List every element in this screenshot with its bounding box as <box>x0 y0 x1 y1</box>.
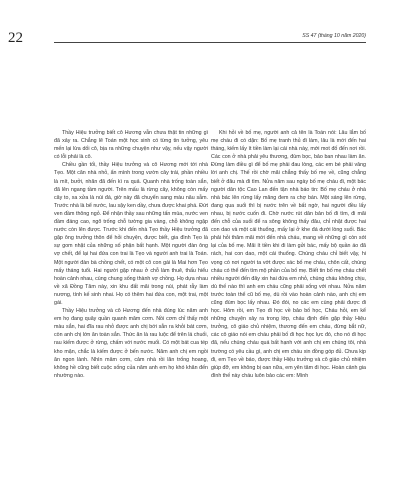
paragraph: Chiều gần tối, thầy Hiệu trưởng và cô Hương mới tới nhà Tẹo. Một căn nhà nhỏ, ẩn mình trong vườn cây trái, phần nhiều là mít, bưởi, nhãn đã đến kì ra quả. Quanh nhà trống toàn sắn, đã lên ngang tầm người. Trên mấu là rừng cây, không còn mấy cây to, xa xửa là núi đá, giờ này đã chuyển sang màu nâu sẫm. Trước nhà là bể nước, lau sậy ken dầy, chưa được khai phá. Đứt ven đầm thông ngỏ. Để nhận thầy sau những tấn mùa, nước ven đầm đáng cao, ngõ trống chỗ tường gia vàng, chỗ không ngập nước còn lên được. Trước khi đến nhà Tẹo thầy Hiệu trưởng đã gặp ông trưởng thôn để hỏi chuyện, được biết, gia đình Tẹo là sự gom nhặt của những số phận bất hạnh. Một người đàn ông vợ chết, để lại hai đứa con trai là Tẹo và người anh trai là Toán. Một người đàn bà chồng chết, có một cô con gái là Mai hơn Tẹo mấy tháng tuổi. Hai người gặp nhau ở chỗ làm thuê, thấu hiểu hoàn cảnh nhau, cùng chung sống thành vợ chồng. Họ dựa nhau về xã Đồng Tâm này, xin khu đất mãi trong núi, phát rẫy làm nương, tính kế sinh nhai. Họ có thêm hai đứa con, một trai, một gái. <box>54 162 208 306</box>
paragraph: Thầy Hiệu trưởng và cô Hương đến nhà đúng lúc năm anh em họ đang quây quần quanh mâm cơm. Nồi cơm chỉ thấy một màu sắn, hai đĩa rau nhỏ được anh chị bới sẵn ra khỏi bát cơm, còn anh chị lớn ăn toàn sắn. Thức ăn là rau luộc để trên lá chuối, rau kiếm được ở rừng, chấm với nước muối. Có một bát cua tép kho mặn, chắc là kiếm được ở bến nước. Năm anh chị em ngồi ăn ngon lành. Nhìn mâm cơm, cảm nhà rồi lăn trống hoang, không hề cũng biết cuộc sống của năm anh em họ khó khăn đến nhường nào. <box>54 308 208 379</box>
article-column-right <box>211 129 366 380</box>
article-column-left <box>54 129 208 380</box>
header-rule <box>54 42 366 43</box>
paragraph: Thầy Hiệu trưởng biết cô Hương vẫn chưa thật tin những gì đã xảy ra. Chẳng lẽ Toán một học sinh có từng tin tưởng, yêu mến lại lừa dối cô, bịa ra những chuyện như vậy, nếu vậy người có lỗi phải là cô. <box>54 130 208 161</box>
issue-label: SS 47 (tháng 10 năm 2020) <box>302 33 366 39</box>
paragraph: Khi hỏi về bố mẹ, người anh cả tên là Toán nói: Lâu lắm bố mẹ cháu đi có dặn: Bố mẹ tranh thủ đi làm, lâu là mới đến hai tháng, kiếm lấy ít tiền làm lại cái nhà này, mới mot đố đến nơi rồi. Các con ở nhà phải yêu thương, đùm bọc, bảo ban nhau làm ăn. Đừng làm điều gì để bố mẹ phải đau lòng, các em bé phải vâng lời anh chị. Thế rồi chờ mãi chẳng thấy bố mẹ về, cũng chẳng biết ở đâu mà đi tìm. Nửa năm sau ngày bố mẹ cháu đi, một bác người dân tộc Cao Lan đến tận nhà báo tin: Bố mẹ cháu ở nhà nhà bác lên rừng lấy măng đem ra chợ bán. Một sáng lên rừng, đang qua suối thì bị nước trên về bất ngờ, hai người đều lấy nhau, bị nước cuốn đi. Chờ nước rút dân bản bố đi tìm, đi mãi đến chỗ của suối để ra sông không thấy đâu, chỉ nhặt được hai con dao và một cái thuổng, mấy lại ở khe đá dưới lòng suối. Bác phải hỏi thăm mãi mới đến nhà cháu, mang về những gì còn sót lại của bố mẹ. Mãi ít tiền khi đi làm gửi bác, mấy bộ quần áo đã rách, hai con dao, một cái thuổng. Chúng cháu chỉ biết vậy, hi vọng có nơi người ta vớt được xác bố mẹ cháu, chôn cất, chúng cháu có thể đến tìm mộ phần của bố mẹ. Biết tin bố mẹ cháu chết nhiều người đến đây xin hai đứa em nhỏ, chúng cháu không chịu, dù thế nào thì anh em cháu cũng phải sống với nhau. Nửa năm trước toàn thể cũ bố mẹ, dù rồi vào hoàn cảnh nào, anh chị em cũng đùm bọc lấy nhau. Đó đói, no các em cùng phải được đi học. Hôm rồi, em Tẹo đi học về bảo bố học, Cháu hỏi, em kể những chuyện xảy ra trong lớp, cháu định đến gặp thầy Hiệu trưởng, cô giáo chủ nhiệm, thương đến em cháu, đừng bắt nữ, các cô giáo nói em cháu phải bố đi học học lực đó, cho nó đi học đã, nếu chúng cháu quá bất hạnh với anh chị em chúng tôi, nhà trường có yêu cầu gì, anh chị em cháu xin đồng góp đủ. Chưa kịp đi, em Tẹo về báo, được thầy Hiệu trưởng và cô giáo chủ nhiệm giúp đỡ, em không bị oan nữa, em yên tâm đi học. Hoàn cảnh gia đình thế này cháu luôn bảo các em: Mình <box>211 130 366 379</box>
page-number: 22 <box>8 30 23 46</box>
